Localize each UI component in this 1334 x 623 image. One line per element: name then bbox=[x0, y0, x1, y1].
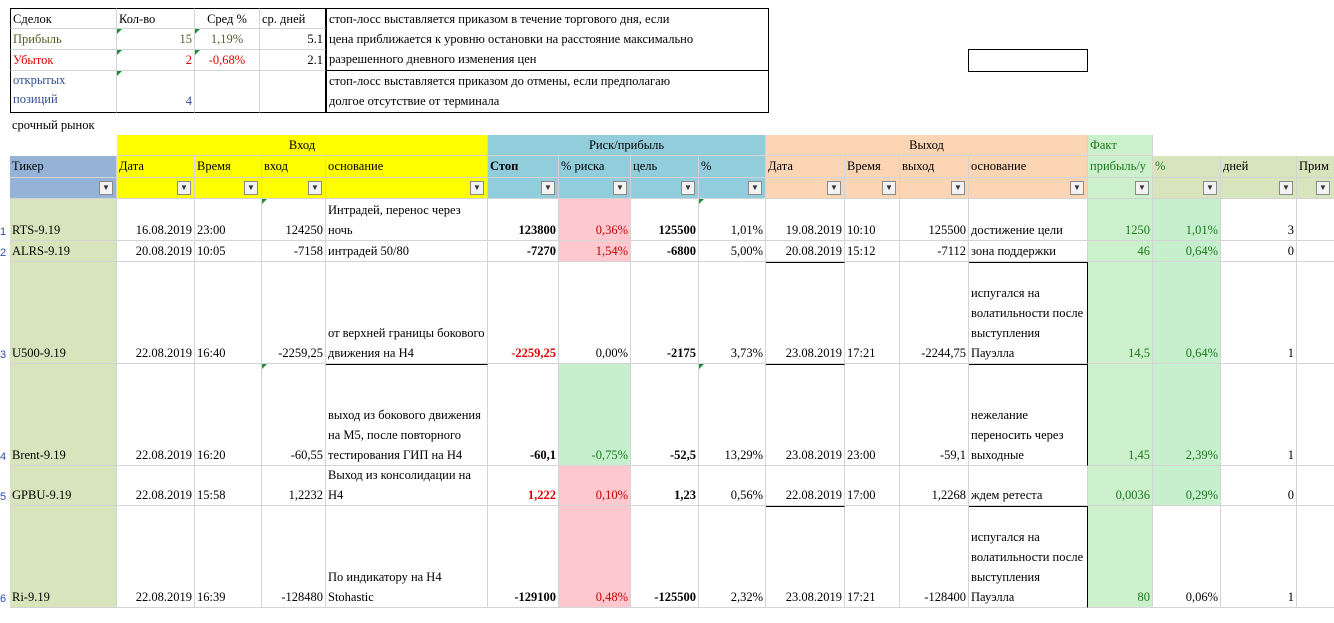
cell-profit[interactable] bbox=[1088, 199, 1153, 241]
target-value: 125500 bbox=[658, 223, 696, 237]
filter-dropdown-icon[interactable]: ▼ bbox=[1316, 181, 1330, 195]
profit-value: 46 bbox=[1137, 244, 1150, 258]
pct-value: 2,32% bbox=[730, 590, 763, 604]
cell-risk-pct[interactable] bbox=[559, 506, 631, 608]
cell-entry[interactable] bbox=[262, 262, 326, 364]
col-note: Прим bbox=[1297, 156, 1334, 178]
cell-reason[interactable] bbox=[326, 262, 488, 364]
cell-time[interactable] bbox=[195, 364, 262, 466]
summary-loss-days: 2.1 bbox=[260, 50, 326, 71]
cell-reason[interactable] bbox=[326, 466, 488, 506]
stop-value: -60,1 bbox=[529, 448, 556, 462]
filter-dropdown-icon[interactable]: ▼ bbox=[882, 181, 896, 195]
filter-dropdown-icon[interactable]: ▼ bbox=[470, 181, 484, 195]
risk-pct-value: 0,00% bbox=[595, 346, 628, 360]
cell-entry[interactable] bbox=[262, 199, 326, 241]
cell-days[interactable] bbox=[1221, 506, 1297, 608]
cell-date[interactable] bbox=[117, 199, 195, 241]
col-stop: Стоп bbox=[488, 156, 559, 178]
filter-cell-target bbox=[631, 178, 699, 199]
row-number: 4 bbox=[0, 451, 7, 463]
entry-value: 124250 bbox=[285, 223, 323, 237]
entry-value: -7158 bbox=[293, 244, 323, 258]
cell-exit-date[interactable] bbox=[766, 241, 845, 262]
fact-pct-value: 0,64% bbox=[1185, 346, 1218, 360]
fact-pct-value: 1,01% bbox=[1185, 223, 1218, 237]
date-value: 22.08.2019 bbox=[135, 590, 192, 604]
filter-cell-time bbox=[195, 178, 262, 199]
cell-stop[interactable] bbox=[488, 506, 559, 608]
cell-target[interactable] bbox=[631, 241, 699, 262]
cell-risk-pct[interactable] bbox=[559, 241, 631, 262]
cell-days[interactable] bbox=[1221, 262, 1297, 364]
note-stop-loss-intraday: стоп-лосс выставляется приказом в течение торгового дня, если цена приближается к уровню остановки на расстояние максимально разрешенного дневного изменения цен bbox=[326, 8, 769, 71]
filter-dropdown-icon[interactable]: ▼ bbox=[951, 181, 965, 195]
filter-cell-note bbox=[1297, 178, 1334, 199]
date-value: 16.08.2019 bbox=[135, 223, 192, 237]
exit-value: -7112 bbox=[937, 244, 966, 258]
days-value: 0 bbox=[1287, 244, 1294, 258]
days-value: 1 bbox=[1287, 346, 1294, 360]
exit-value: 125500 bbox=[928, 223, 966, 237]
fact-pct-value: 0,29% bbox=[1185, 488, 1218, 502]
cell-date[interactable] bbox=[117, 241, 195, 262]
col-exit-reason: основание bbox=[969, 156, 1088, 178]
cell-reason[interactable] bbox=[326, 241, 488, 262]
cell-pct[interactable] bbox=[699, 364, 766, 466]
exit-date-value: 22.08.2019 bbox=[785, 488, 842, 502]
entry-value: 1,2232 bbox=[288, 488, 323, 502]
col-date: Дата bbox=[117, 156, 195, 178]
exit-time-value: 17:21 bbox=[847, 346, 876, 360]
summary-profit-label: Прибыль bbox=[10, 29, 117, 50]
days-value: 1 bbox=[1287, 590, 1294, 604]
target-value: 1,23 bbox=[674, 488, 696, 502]
filter-dropdown-icon[interactable]: ▼ bbox=[1135, 181, 1149, 195]
filter-dropdown-icon[interactable]: ▼ bbox=[681, 181, 695, 195]
cell-profit[interactable] bbox=[1088, 466, 1153, 506]
cell-reason[interactable] bbox=[326, 199, 488, 241]
risk-pct-value: 1,54% bbox=[595, 244, 628, 258]
cell-exit-date[interactable] bbox=[766, 199, 845, 241]
date-value: 22.08.2019 bbox=[135, 346, 192, 360]
filter-cell-reason bbox=[326, 178, 488, 199]
exit-date-value: 20.08.2019 bbox=[785, 244, 842, 258]
cell-profit[interactable] bbox=[1088, 364, 1153, 466]
cell-pct[interactable] bbox=[699, 506, 766, 608]
reason-value: По индикатору на H4 Stohastic bbox=[328, 570, 442, 604]
cell-exit-date[interactable] bbox=[766, 506, 845, 608]
stop-value: -2259,25 bbox=[511, 346, 556, 360]
filter-cell-exit-reason bbox=[969, 178, 1088, 199]
time-value: 10:05 bbox=[197, 244, 226, 258]
exit-time-value: 15:12 bbox=[847, 244, 876, 258]
filter-cell-exit-date bbox=[766, 178, 845, 199]
time-value: 15:58 bbox=[197, 488, 226, 502]
profit-value: 14,5 bbox=[1128, 346, 1150, 360]
cell-note[interactable] bbox=[1297, 364, 1334, 466]
col-pct: % bbox=[699, 156, 766, 178]
target-value: -125500 bbox=[654, 590, 696, 604]
risk-pct-value: -0,75% bbox=[591, 448, 628, 462]
row-number: 3 bbox=[0, 349, 7, 361]
exit-reason-value: испугался на волатильности после выступления Пауэлла bbox=[971, 530, 1084, 604]
filter-dropdown-icon[interactable]: ▼ bbox=[541, 181, 555, 195]
time-value: 16:20 bbox=[197, 448, 226, 462]
profit-value: 0,0036 bbox=[1115, 488, 1150, 502]
reason-value: интрадей 50/80 bbox=[328, 244, 409, 258]
exit-reason-value: испугался на волатильности после выступления Пауэлла bbox=[971, 286, 1084, 360]
ticker-value: GPBU-9.19 bbox=[12, 488, 72, 502]
date-value: 22.08.2019 bbox=[135, 488, 192, 502]
cell-date[interactable] bbox=[117, 506, 195, 608]
cell-exit-reason[interactable] bbox=[969, 466, 1088, 506]
cell-risk-pct[interactable] bbox=[559, 262, 631, 364]
summary-profit-avg: 1,19% bbox=[195, 29, 260, 50]
col-profit: прибыль/у bbox=[1088, 156, 1153, 178]
cell-exit-date[interactable] bbox=[766, 364, 845, 466]
cell-exit[interactable] bbox=[900, 241, 969, 262]
cell-exit-date[interactable] bbox=[766, 262, 845, 364]
fact-pct-value: 0,64% bbox=[1185, 244, 1218, 258]
cell-ticker[interactable] bbox=[10, 199, 117, 241]
cell-time[interactable] bbox=[195, 262, 262, 364]
cell-date[interactable] bbox=[117, 466, 195, 506]
cell-exit-date[interactable] bbox=[766, 466, 845, 506]
cell-stop[interactable] bbox=[488, 241, 559, 262]
ticker-value: Ri-9.19 bbox=[12, 590, 50, 604]
cell-target[interactable] bbox=[631, 262, 699, 364]
cell-target[interactable] bbox=[631, 364, 699, 466]
col-exit: выход bbox=[900, 156, 969, 178]
group-exit: Выход bbox=[766, 135, 1088, 156]
filter-cell-exit bbox=[900, 178, 969, 199]
filter-cell-date bbox=[117, 178, 195, 199]
profit-value: 1250 bbox=[1125, 223, 1150, 237]
reason-value: от верхней границы бокового движения на H4 bbox=[328, 326, 485, 360]
fact-pct-value: 2,39% bbox=[1185, 448, 1218, 462]
cell-exit-time[interactable] bbox=[845, 241, 900, 262]
cell-exit[interactable] bbox=[900, 466, 969, 506]
date-value: 22.08.2019 bbox=[135, 448, 192, 462]
ticker-value: U500-9.19 bbox=[12, 346, 66, 360]
summary-loss-label: Убыток bbox=[10, 50, 117, 71]
col-entry: вход bbox=[262, 156, 326, 178]
cell-pct[interactable] bbox=[699, 466, 766, 506]
note-stop-loss-gtc: стоп-лосс выставляется приказом до отмены, если предполагаю долгое отсутствие от терминала bbox=[326, 71, 769, 113]
col-risk-pct: % риска bbox=[559, 156, 631, 178]
cell-note[interactable] bbox=[1297, 199, 1334, 241]
exit-date-value: 19.08.2019 bbox=[785, 223, 842, 237]
cell-reason[interactable] bbox=[326, 506, 488, 608]
cell-exit[interactable] bbox=[900, 506, 969, 608]
col-reason: основание bbox=[326, 156, 488, 178]
exit-time-value: 17:00 bbox=[847, 488, 876, 502]
cell-profit[interactable] bbox=[1088, 241, 1153, 262]
cell-profit[interactable] bbox=[1088, 506, 1153, 608]
cell-stop[interactable] bbox=[488, 466, 559, 506]
target-value: -2175 bbox=[666, 346, 696, 360]
filter-cell-ticker bbox=[10, 178, 117, 199]
cell-risk-pct[interactable] bbox=[559, 466, 631, 506]
cell-time[interactable] bbox=[195, 506, 262, 608]
cell-fact-pct[interactable] bbox=[1153, 364, 1221, 466]
exit-reason-value: зона поддержки bbox=[971, 244, 1056, 258]
exit-value: -2244,75 bbox=[921, 346, 966, 360]
cell-pct[interactable] bbox=[699, 241, 766, 262]
days-value: 0 bbox=[1287, 488, 1294, 502]
days-value: 3 bbox=[1287, 223, 1294, 237]
filter-dropdown-icon[interactable]: ▼ bbox=[308, 181, 322, 195]
group-entry: Вход bbox=[117, 135, 488, 156]
cell-pct[interactable] bbox=[699, 262, 766, 364]
cell-exit-reason[interactable] bbox=[969, 506, 1088, 608]
cell-exit[interactable] bbox=[900, 262, 969, 364]
col-time: Время bbox=[195, 156, 262, 178]
summary-header-avg: Сред % bbox=[195, 8, 260, 29]
exit-value: 1,2268 bbox=[931, 488, 966, 502]
filter-cell-pct bbox=[699, 178, 766, 199]
cell-fact-pct[interactable] bbox=[1153, 262, 1221, 364]
group-fact: Факт bbox=[1088, 135, 1153, 156]
summary-open-count: 4 bbox=[117, 71, 195, 113]
filter-dropdown-icon[interactable]: ▼ bbox=[613, 181, 627, 195]
cell-ticker[interactable] bbox=[10, 466, 117, 506]
filter-cell-exit-time bbox=[845, 178, 900, 199]
entry-value: -2259,25 bbox=[278, 346, 323, 360]
summary-loss-avg: -0,68% bbox=[195, 50, 260, 71]
entry-value: -128480 bbox=[281, 590, 323, 604]
days-value: 1 bbox=[1287, 448, 1294, 462]
cell-days[interactable] bbox=[1221, 364, 1297, 466]
cell-time[interactable] bbox=[195, 466, 262, 506]
filter-cell-fact-pct bbox=[1153, 178, 1221, 199]
target-value: -6800 bbox=[666, 244, 696, 258]
cell-ticker[interactable] bbox=[10, 241, 117, 262]
summary-header-deals: Сделок bbox=[10, 8, 117, 29]
pct-value: 5,00% bbox=[730, 244, 763, 258]
filter-cell-days bbox=[1221, 178, 1297, 199]
summary-open-avg bbox=[195, 71, 260, 113]
cell-exit-time[interactable] bbox=[845, 199, 900, 241]
filter-cell-risk-pct bbox=[559, 178, 631, 199]
cell-fact-pct[interactable] bbox=[1153, 241, 1221, 262]
summary-profit-days: 5.1 bbox=[260, 29, 326, 50]
cell-exit-time[interactable] bbox=[845, 262, 900, 364]
cell-note[interactable] bbox=[1297, 241, 1334, 262]
summary-open-days bbox=[260, 71, 326, 113]
cell-exit[interactable] bbox=[900, 199, 969, 241]
filter-cell-stop bbox=[488, 178, 559, 199]
exit-reason-value: ждем ретеста bbox=[971, 488, 1043, 502]
pct-value: 0,56% bbox=[730, 488, 763, 502]
cell-fact-pct[interactable] bbox=[1153, 506, 1221, 608]
exit-date-value: 23.08.2019 bbox=[785, 448, 842, 462]
entry-value: -60,55 bbox=[290, 448, 323, 462]
profit-value: 80 bbox=[1137, 590, 1150, 604]
cell-exit-reason[interactable] bbox=[969, 199, 1088, 241]
cell-target[interactable] bbox=[631, 466, 699, 506]
reason-value: Выход из консолидации на H4 bbox=[328, 468, 471, 502]
filter-dropdown-icon[interactable]: ▼ bbox=[1070, 181, 1084, 195]
ticker-value: ALRS-9.19 bbox=[12, 244, 70, 258]
exit-time-value: 17:21 bbox=[847, 590, 876, 604]
profit-value: 1,45 bbox=[1128, 448, 1150, 462]
filter-dropdown-icon[interactable]: ▼ bbox=[1279, 181, 1293, 195]
section-label: срочный рынок bbox=[12, 118, 95, 132]
col-exit-time: Время bbox=[845, 156, 900, 178]
exit-value: -128400 bbox=[924, 590, 966, 604]
risk-pct-value: 0,48% bbox=[595, 590, 628, 604]
cell-target[interactable] bbox=[631, 199, 699, 241]
risk-pct-value: 0,36% bbox=[595, 223, 628, 237]
cell-days[interactable] bbox=[1221, 241, 1297, 262]
cell-pct[interactable] bbox=[699, 199, 766, 241]
filter-active-icon[interactable]: ▼ bbox=[827, 181, 841, 195]
exit-time-value: 10:10 bbox=[847, 223, 876, 237]
ticker-value: Brent-9.19 bbox=[12, 448, 66, 462]
filter-cell-profit bbox=[1088, 178, 1153, 199]
cell-time[interactable] bbox=[195, 241, 262, 262]
cell-stop[interactable] bbox=[488, 364, 559, 466]
cell-exit-reason[interactable] bbox=[969, 364, 1088, 466]
cell-date[interactable] bbox=[117, 262, 195, 364]
filter-dropdown-icon[interactable]: ▼ bbox=[244, 181, 258, 195]
reason-value: Интрадей, перенос через ночь bbox=[328, 203, 461, 237]
filter-dropdown-icon[interactable]: ▼ bbox=[748, 181, 762, 195]
summary-header-days: ср. дней bbox=[260, 8, 326, 29]
summary-profit-count: 15 bbox=[117, 29, 195, 50]
exit-reason-value: достижение цели bbox=[971, 223, 1063, 237]
cell-entry[interactable] bbox=[262, 466, 326, 506]
col-fact-pct: % bbox=[1153, 156, 1221, 178]
exit-date-value: 23.08.2019 bbox=[785, 346, 842, 360]
date-value: 20.08.2019 bbox=[135, 244, 192, 258]
cell-target[interactable] bbox=[631, 506, 699, 608]
cell-exit[interactable] bbox=[900, 364, 969, 466]
cell-entry[interactable] bbox=[262, 506, 326, 608]
time-value: 23:00 bbox=[197, 223, 226, 237]
ticker-value: RTS-9.19 bbox=[12, 223, 61, 237]
summary-open-label: открытых позиций bbox=[10, 71, 117, 113]
row-number: 2 bbox=[0, 247, 7, 259]
cell-risk-pct[interactable] bbox=[559, 199, 631, 241]
col-exit-date: Дата bbox=[766, 156, 845, 178]
cell-ticker[interactable] bbox=[10, 364, 117, 466]
col-days: дней bbox=[1221, 156, 1297, 178]
cell-ticker[interactable] bbox=[10, 506, 117, 608]
cell-note[interactable] bbox=[1297, 506, 1334, 608]
summary-loss-count: 2 bbox=[117, 50, 195, 71]
target-value: -52,5 bbox=[669, 448, 696, 462]
pct-value: 3,73% bbox=[730, 346, 763, 360]
cell-exit-time[interactable] bbox=[845, 364, 900, 466]
exit-date-value: 23.08.2019 bbox=[785, 590, 842, 604]
filter-dropdown-icon[interactable]: ▼ bbox=[177, 181, 191, 195]
time-value: 16:39 bbox=[197, 590, 226, 604]
cell-time[interactable] bbox=[195, 199, 262, 241]
pct-value: 13,29% bbox=[724, 448, 763, 462]
cell-days[interactable] bbox=[1221, 199, 1297, 241]
cell-days[interactable] bbox=[1221, 466, 1297, 506]
filter-cell-entry bbox=[262, 178, 326, 199]
col-ticker: Тикер bbox=[10, 156, 117, 178]
exit-value: -59,1 bbox=[939, 448, 966, 462]
pct-value: 1,01% bbox=[730, 223, 763, 237]
cell-entry[interactable] bbox=[262, 364, 326, 466]
cell-ticker[interactable] bbox=[10, 262, 117, 364]
cell-entry[interactable] bbox=[262, 241, 326, 262]
cell-exit-reason[interactable] bbox=[969, 262, 1088, 364]
cell-exit-time[interactable] bbox=[845, 466, 900, 506]
stop-value: 1,222 bbox=[527, 488, 556, 502]
cell-note[interactable] bbox=[1297, 466, 1334, 506]
time-value: 16:40 bbox=[197, 346, 226, 360]
cell-risk-pct[interactable] bbox=[559, 364, 631, 466]
cell-reason[interactable] bbox=[326, 364, 488, 466]
cell-note[interactable] bbox=[1297, 262, 1334, 364]
row-number: 6 bbox=[0, 593, 7, 605]
row-number: 5 bbox=[0, 491, 7, 503]
stop-value: -7270 bbox=[526, 244, 556, 258]
cell-stop[interactable] bbox=[488, 199, 559, 241]
exit-reason-value: нежелание переносить через выходные bbox=[971, 408, 1064, 462]
summary-header-count: Кол-во bbox=[117, 8, 195, 29]
cell-stop[interactable] bbox=[488, 262, 559, 364]
filter-dropdown-icon[interactable]: ▼ bbox=[1203, 181, 1217, 195]
cell-fact-pct[interactable] bbox=[1153, 199, 1221, 241]
selected-cell[interactable] bbox=[968, 49, 1088, 72]
reason-value: выход из бокового движения на M5, после повторного тестирования ГИП на H4 bbox=[328, 408, 481, 462]
col-target: цель bbox=[631, 156, 699, 178]
cell-exit-reason[interactable] bbox=[969, 241, 1088, 262]
cell-fact-pct[interactable] bbox=[1153, 466, 1221, 506]
cell-date[interactable] bbox=[117, 364, 195, 466]
filter-dropdown-icon[interactable]: ▼ bbox=[99, 181, 113, 195]
fact-pct-value: 0,06% bbox=[1185, 590, 1218, 604]
stop-value: -129100 bbox=[514, 590, 556, 604]
group-risk: Риск/прибыль bbox=[488, 135, 766, 156]
cell-profit[interactable] bbox=[1088, 262, 1153, 364]
stop-value: 123800 bbox=[518, 223, 556, 237]
cell-exit-time[interactable] bbox=[845, 506, 900, 608]
exit-time-value: 23:00 bbox=[847, 448, 876, 462]
risk-pct-value: 0,10% bbox=[595, 488, 628, 502]
row-number: 1 bbox=[0, 226, 7, 238]
